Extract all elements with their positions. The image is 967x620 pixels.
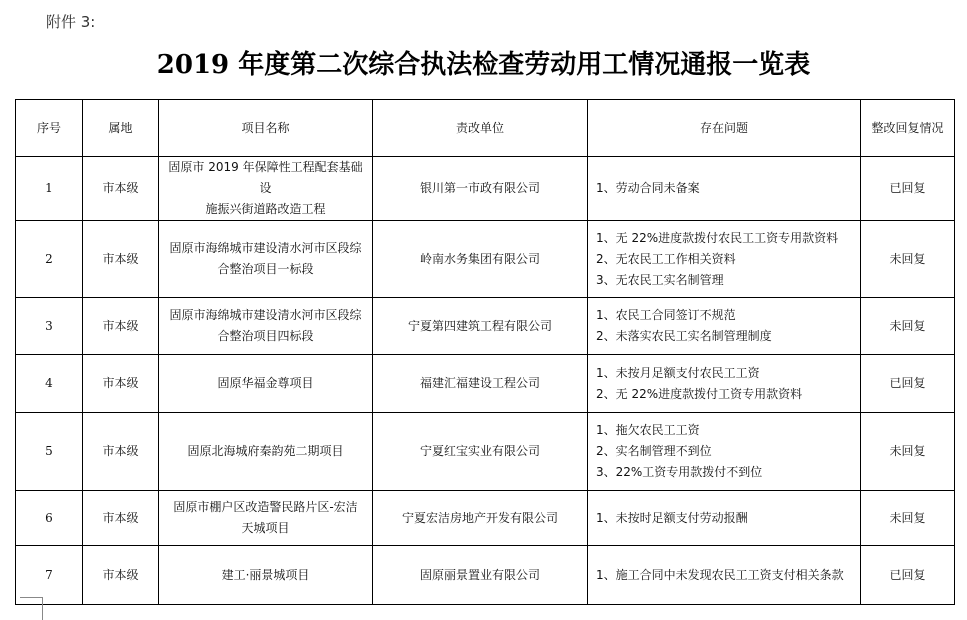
row-number: 3 [16, 298, 83, 355]
row-number: 1 [16, 157, 83, 221]
row-issues [588, 221, 861, 298]
row-status: 未回复 [861, 413, 955, 491]
row-project [159, 491, 373, 546]
row-unit: 岭南水务集团有限公司 [373, 221, 588, 298]
document-title: 2019 年度第二次综合执法检查劳动用工情况通报一览表 [156, 50, 811, 80]
row-project [159, 157, 373, 221]
row-number: 6 [16, 491, 83, 546]
table-row [16, 355, 955, 413]
issue-line: 1、拖欠农民工工资 [596, 423, 700, 437]
row-issues [588, 355, 861, 413]
issue-line: 3、22%工资专用款拨付不到位 [596, 465, 763, 479]
project-line: 固原市棚户区改造警民路片区-宏洁 [173, 500, 358, 514]
row-region: 市本级 [83, 546, 159, 605]
row-status: 未回复 [861, 298, 955, 355]
row-region: 市本级 [83, 491, 159, 546]
row-unit: 固原丽景置业有限公司 [373, 546, 588, 605]
row-status: 已回复 [861, 355, 955, 413]
issue-line: 3、无农民工实名制管理 [596, 272, 724, 287]
row-unit: 宁夏宏洁房地产开发有限公司 [373, 491, 588, 546]
header-status: 整改回复情况 [861, 100, 955, 157]
row-region: 市本级 [83, 413, 159, 491]
row-unit: 宁夏第四建筑工程有限公司 [373, 298, 588, 355]
row-number: 2 [16, 221, 83, 298]
issue-line: 2、未落实农民工实名制管理制度 [596, 329, 772, 343]
row-unit: 福建汇福建设工程公司 [373, 355, 588, 413]
project-line: 天城项目 [241, 521, 290, 535]
project-line: 合整治项目四标段 [217, 329, 314, 343]
row-project [159, 298, 373, 355]
row-project [159, 546, 373, 605]
issue-line: 1、无 22%进度款拨付农民工工资专用款资料 [596, 230, 839, 245]
header-no: 序号 [16, 100, 83, 157]
table-row [16, 546, 955, 605]
issue-line: 2、无 22%进度款拨付工资专用款资料 [596, 386, 803, 401]
row-unit: 银川第一市政有限公司 [373, 157, 588, 221]
attachment-label: 附件 3: [46, 13, 96, 31]
project-line: 合整治项目一标段 [217, 262, 314, 276]
project-line: 固原市海绵城市建设清水河市区段综 [169, 308, 362, 322]
row-issues [588, 298, 861, 355]
table-row [16, 298, 955, 355]
table-row [16, 221, 955, 298]
row-issues [588, 546, 861, 605]
issue-line: 1、农民工合同签订不规范 [596, 308, 736, 322]
row-unit: 宁夏红宝实业有限公司 [373, 413, 588, 491]
project-line: 固原北海城府秦韵苑二期项目 [187, 444, 344, 458]
row-issues [588, 491, 861, 546]
header-project: 项目名称 [159, 100, 373, 157]
header-unit: 责改单位 [373, 100, 588, 157]
table-row [16, 491, 955, 546]
issue-line: 2、无农民工工作相关资料 [596, 251, 736, 266]
issue-line: 1、未按月足额支付农民工工资 [596, 365, 760, 380]
row-project [159, 221, 373, 298]
project-line: 固原华福金尊项目 [217, 376, 314, 390]
row-project [159, 413, 373, 491]
issue-line: 1、劳动合同未备案 [596, 181, 700, 195]
issue-line: 1、未按时足额支付劳动报酬 [596, 510, 748, 525]
page-corner-mark [20, 597, 43, 620]
project-line: 施振兴街道路改造工程 [205, 202, 326, 216]
row-region: 市本级 [83, 355, 159, 413]
row-status: 未回复 [861, 221, 955, 298]
row-number: 5 [16, 413, 83, 491]
row-status: 已回复 [861, 157, 955, 221]
row-issues [588, 157, 861, 221]
table-row [16, 157, 955, 221]
table-row [16, 413, 955, 491]
row-number: 4 [16, 355, 83, 413]
report-table [15, 99, 955, 605]
table-header-row [16, 100, 955, 157]
row-status: 已回复 [861, 546, 955, 605]
row-region: 市本级 [83, 221, 159, 298]
row-region: 市本级 [83, 157, 159, 221]
issue-line: 1、施工合同中未发现农民工工资支付相关条款 [596, 567, 844, 582]
project-line: 固原市 2019 年保障性工程配套基础设 [168, 160, 363, 195]
project-line: 固原市海绵城市建设清水河市区段综 [169, 241, 362, 255]
row-number: 7 [16, 546, 83, 605]
issue-line: 2、实名制管理不到位 [596, 444, 712, 458]
row-project [159, 355, 373, 413]
row-issues [588, 413, 861, 491]
row-status: 未回复 [861, 491, 955, 546]
header-region: 属地 [83, 100, 159, 157]
row-region: 市本级 [83, 298, 159, 355]
header-issues: 存在问题 [588, 100, 861, 157]
project-line: 建工·丽景城项目 [221, 567, 310, 582]
